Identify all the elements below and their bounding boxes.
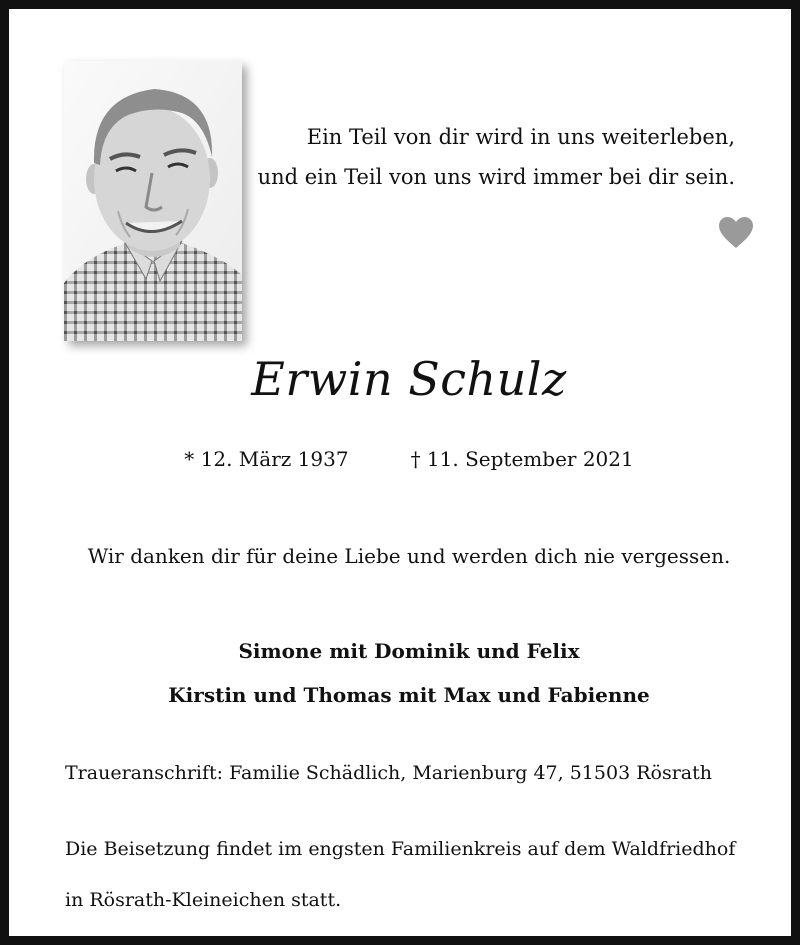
heart-icon: [718, 216, 754, 250]
life-dates: [9, 447, 800, 471]
deceased-name: Erwin Schulz: [251, 352, 567, 406]
quote-line-2: und ein Teil von uns wird immer bei dir sein.: [257, 165, 735, 189]
quote-line-1: Ein Teil von dir wird in uns weiterleben,: [306, 125, 735, 149]
memorial-quote: [235, 117, 735, 197]
thanks-message: Wir danken dir für deine Liebe und werden dich nie vergessen.: [87, 544, 731, 568]
burial-line-2: in Rösrath-Kleineichen statt.: [65, 889, 342, 911]
burial-notice: [65, 824, 735, 926]
family-line: Kirstin und Thomas mit Max und Fabienne: [168, 683, 650, 707]
family-line: Simone mit Dominik und Felix: [238, 639, 580, 663]
death-date: † 11. September 2021: [410, 447, 634, 471]
mourning-address: Traueranschrift: Familie Schädlich, Marienburg 47, 51503 Rösrath: [65, 762, 712, 784]
portrait-photo: [64, 61, 242, 341]
burial-line-1: Die Beisetzung findet im engsten Familienkreis auf dem Waldfriedhof: [65, 838, 736, 860]
birth-date: * 12. März 1937: [184, 447, 349, 471]
family-signatures: [9, 629, 800, 717]
